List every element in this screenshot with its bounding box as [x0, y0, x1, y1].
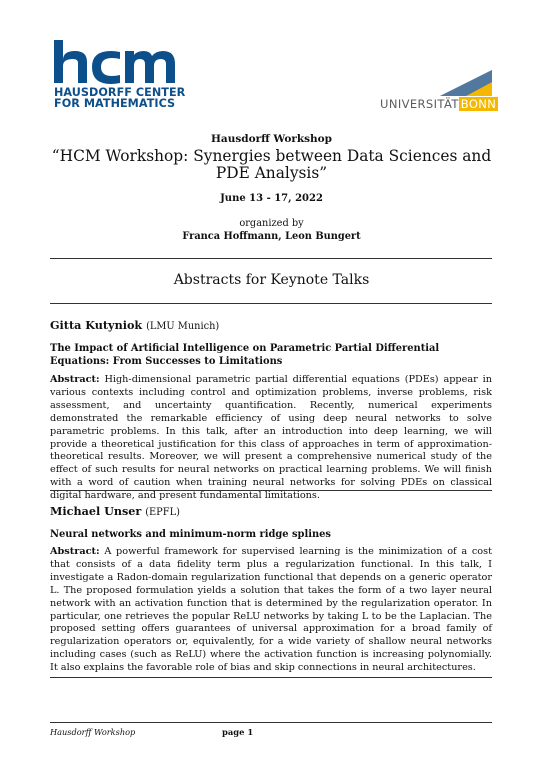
workshop-title-text: “HCM Workshop: Synergies between Data Sciences and PDE Analysis” — [51, 147, 492, 182]
talk-1-abstract — [50, 374, 492, 503]
bonn-logo-universitaet: UNIVERSITÄT — [380, 97, 459, 111]
abstract-text: High-dimensional parametric partial differential equations (PDEs) appear in various contexts including control and optimization problems, inverse problems, risk assessment, and uncertainty quantification. Recently, numerical experiments demonstrated the remarkable efficiency of using deep neural networks to solve parametric problems. In this talk, after an introduction into deep learning, we will provide a theoretical justification for this class of approaches in term of approximation-theoretical results. Moreover, we will present a comprehensive numerical study of the effect of such results for neural networks on practical learning problems. We will finish with a word of caution when training neural networks for solving PDEs on classical digital hardware, and present fundamental limitations. — [50, 374, 492, 502]
talk-1-title: The Impact of Artificial Intelligence on Parametric Partial Differential Equations: From Successes to Limitations — [50, 343, 440, 367]
speaker-name: Michael Unser — [50, 504, 142, 518]
hcm-logo-line1: HAUSDORFF CENTER — [54, 86, 186, 99]
hcm-logo-line2: FOR MATHEMATICS — [54, 97, 176, 110]
speaker-name: Gitta Kutyniok — [50, 318, 143, 332]
talk-1-speaker — [50, 318, 219, 332]
hcm-letters — [54, 40, 182, 84]
abstract-label: Abstract: — [50, 374, 100, 385]
divider — [50, 490, 492, 491]
footer-series: Hausdorff Workshop — [50, 727, 136, 737]
divider — [50, 258, 492, 259]
divider — [50, 303, 492, 304]
talk-2-speaker — [50, 504, 180, 518]
hcm-logo — [54, 40, 184, 109]
abstract-label: Abstract: — [50, 546, 100, 557]
workshop-series: Hausdorff Workshop — [210, 133, 333, 145]
talk-2-title: Neural networks and minimum-norm ridge splines — [50, 529, 331, 540]
workshop-dates: June 13 - 17, 2022 — [220, 193, 323, 204]
section-title: Abstracts for Keynote Talks — [173, 272, 370, 288]
speaker-affiliation: (LMU Munich) — [146, 321, 220, 332]
footer-rule — [50, 722, 492, 723]
divider — [50, 677, 492, 678]
speaker-affiliation: (EPFL) — [145, 507, 180, 518]
bonn-logo-text — [380, 97, 498, 111]
page-number: page 1 — [222, 727, 254, 737]
workshop-title — [40, 148, 503, 182]
organizers: Franca Hoffmann, Leon Bungert — [182, 231, 361, 242]
abstract-text: A powerful framework for supervised learning is the minimization of a cost that consists of a data fidelity term plus a regularization functional. In this talk, I investigate a Radon-domain regularization functional that depends on a generic operator L. The proposed formulation yields a solution that takes the form of a two layer neural network with an activation function that is determined by the regularization operator. In particular, one retrieves the popular ReLU networks by taking L to be the Laplacian. The proposed setting offers guarantees of universal approximation for a broad family of regularization operators or, equivalently, for a wide variety of shallow neural networks including cases (such as ReLU) where the activation function is increasing polynomially. It also explains the favorable role of bias and skip connections in neural architectures. — [50, 546, 492, 674]
bonn-logo-bonn: BONN — [460, 97, 497, 111]
bonn-logo-emblem-icon — [380, 68, 495, 98]
talk-2-abstract — [50, 546, 492, 675]
organized-by-label: organized by — [239, 218, 304, 229]
